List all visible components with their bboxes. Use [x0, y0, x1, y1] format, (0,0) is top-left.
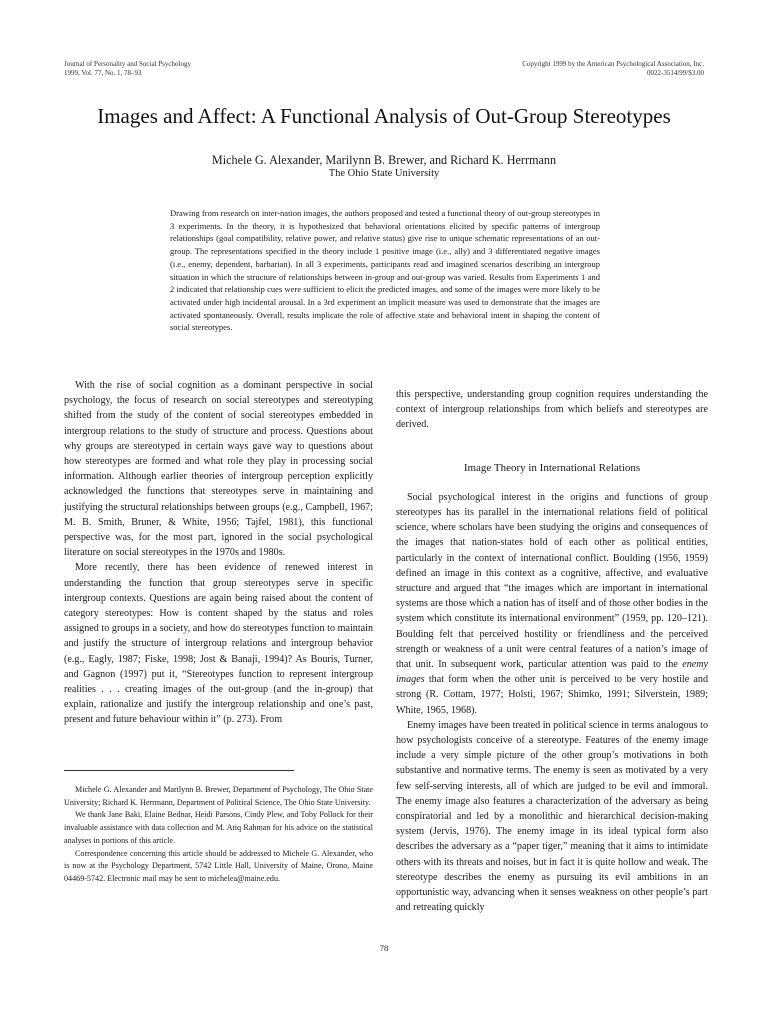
footnotes: [64, 784, 373, 886]
footnote-acknowledgments: We thank Jane Baki, Elaine Bednar, Heidi Parsons, Cindy Plew, and Toby Pollock for their invaluable assistance with data collection and M. Atiq Rahman for his advice on the statistical analyses in portions of this article.: [64, 810, 373, 845]
right-column: [396, 387, 708, 916]
paragraph-text: that form when the other unit is perceived to be very hostile and strong (R. Cottam, 1977; Holsti, 1967; Shimko, 1991; Silverstein, 1989; White, 1965, 1968).: [396, 674, 708, 716]
body-paragraph: Enemy images have been treated in political science in terms analogous to how psychologists conceive of a stereotype. Features of the enemy image include a very simple picture of the other group’s motivations in both substantive and normative terms. The enemy is seen as motivated by a very few self-serving interests, all of which are judged to be evil and immoral. The enemy image also features a characterization of the adversary as being conspiratorial and led by a monolithic and hierarchical decision-making system (Jervis, 1976). The enemy image in its ideal typical form also describes the adversary as a “paper tiger,” meaning that it aims to intimidate others with its threats and noises, but in fact it is quite hollow and weak. The stereotype describes the enemy as pursuing its evil ambitions in an opportunistic way, advancing when it senses weakness on other people’s part and retreating quickly: [396, 719, 708, 914]
footnote-divider: [64, 770, 294, 771]
copyright-notice: Copyright 1999 by the American Psychological Association, Inc.: [522, 60, 704, 68]
body-paragraph: More recently, there has been evidence of renewed interest in understanding the function that group stereotypes serve in specific intergroup contexts. Questions are again being raised about the content of category stereotypes: How is content shaped by the status and roles assigned to groups in a society, and how do stereotypes function to maintain and justify the structure of intergroup relations and intergroup behavior (e.g., Eagly, 1987; Fiske, 1998; Jost & Banaji, 1994)? As Bouris, Turner, and Gagnon (1997) put it, “Stereotypes function to represent intergroup realities . . . creating images of the out-group (and the in-group) that explain, rationalize and justify the intergroup relationship and one’s past, present and future behaviour within it” (p. 273). From: [64, 562, 373, 726]
journal-name: Journal of Personality and Social Psychology: [64, 60, 191, 68]
affiliation: The Ohio State University: [328, 168, 440, 179]
page-number: 78: [379, 943, 389, 953]
abstract: Drawing from research on inter-nation images, the authors proposed and tested a functional theory of out-group stereotypes in 3 experiments. In the theory, it is hypothesized that behavioral orientations elicited by specific patterns of intergroup relationships (goal compatibility, relative power, and relative status) give rise to unique schematic representations of an out-group. The representations specified in the theory include 1 positive image (i.e., ally) and 3 differentiated negative images (i.e., enemy, dependent, barbarian). In all 3 experiments, participants read and imagined scenarios describing an intergroup situation in which the structure of relationships between in-group and out-group was varied. Results from Experiments 1 and 2 indicated that relationship cues were sufficient to elicit the predicted images, and some of the images were more likely to be activated under high incidental arousal. In a 3rd experiment an implicit measure was used to demonstrate that the images are activated spontaneously. Overall, results implicate the role of affective state and behavioral intent in shaping the content of social stereotypes.: [170, 208, 600, 333]
footnote-affiliation: Michele G. Alexander and Marilynn B. Brewer, Department of Psychology, The Ohio State University; Richard K. Herrmann, Department of Political Science, The Ohio State University.: [64, 785, 373, 807]
journal-volume: 1999, Vol. 77, No. 1, 78–93: [64, 68, 142, 77]
section-heading: Image Theory in International Relations: [463, 461, 641, 474]
author-list: Michele G. Alexander, Marilynn B. Brewer, and Richard K. Herrmann: [211, 153, 557, 167]
continued-paragraph: this perspective, understanding group cognition requires understanding the context of intergroup relationships from which beliefs and stereotypes are derived.: [396, 389, 708, 431]
emphasis-text: enemy images: [396, 659, 708, 686]
body-paragraph: With the rise of social cognition as a dominant perspective in social psychology, the focus of research on social stereotypes and stereotyping shifted from the study of the content of social stereotypes embedded in intergroup relations to the study of structure and process. Questions about why groups are stereotyped in certain ways gave way to questions about how stereotypes are formed and what role they play in processing social information. Although earlier theories of intergroup perception explicitly acknowledged the functions that stereotypes serve in maintaining and justifying the structural relationships between groups (e.g., Campbell, 1967; M. B. Smith, Bruner, & White, 1956; Tajfel, 1981), this functional perspective was, for the most part, ignored in the social psychological literature on social stereotypes in the 1970s and 1980s.: [64, 380, 373, 559]
paragraph-text: Social psychological interest in the origins and functions of group stereotypes has its parallel in the international relations field of political science, where scholars have been studying the origins and consequences of the images that nation-states hold of each other as political entities, particularly in the context of international conflict. Boulding (1956, 1959) defined an image in this context as a cognitive, affective, and evaluative structure and argued that “the images which are important in international systems are those which a nation has of itself and of those other bodies in the system which constitute its international environment” (1959, pp. 120–121). Boulding felt that perceived hostility or friendliness and the perceived strength or weakness of a unit were central features of a nation’s image of that unit. In subsequent work, particular attention was paid to the: [396, 491, 708, 671]
article-title: Images and Affect: A Functional Analysis of Out-Group Stereotypes: [97, 104, 671, 128]
body-paragraph: [396, 490, 708, 718]
running-header-left: [64, 60, 191, 77]
left-column: [64, 378, 373, 728]
footnote-correspondence: Correspondence concerning this article should be addressed to Michele G. Alexander, who is now at the Psychology Department, 5742 Little Hall, University of Maine, Orono, Maine 04469-5742. Electronic mail may be sent to michelea@maine.edu.: [64, 848, 373, 883]
issn: 0022-3514/99/$3.00: [647, 68, 704, 77]
running-header-right: [522, 60, 704, 77]
